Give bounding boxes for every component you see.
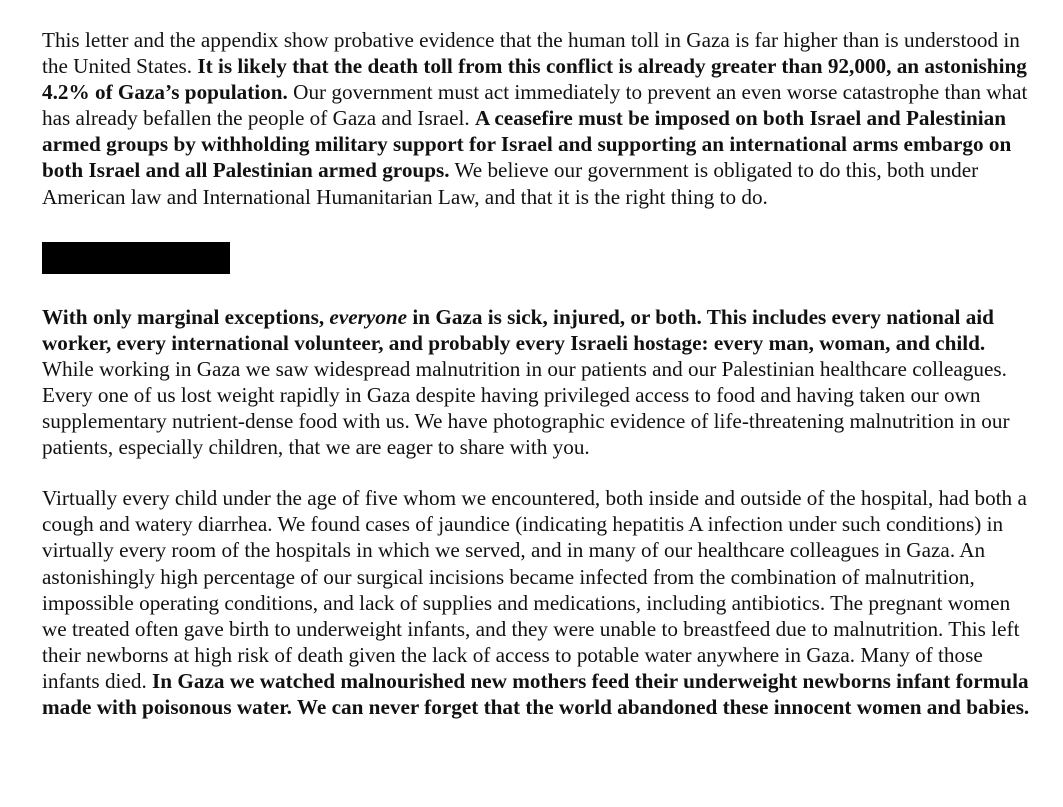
text-everyone-sick-lead: With only marginal exceptions, everyone in Gaza is sick, injured, or both. This includes every national aid worker, every international volunteer, and probably every Israeli hostage: every man, woman, and child. [42,304,994,355]
paragraph-sick-injured [42,304,1032,461]
text-formula-poisonous-water: In Gaza we watched malnourished new mothers feed their underweight newborns infant formula made with poisonous water. We can never forget that the world abandoned these innocent women and babies. [42,668,1030,719]
letter-page [42,27,1032,720]
text-ceasefire-demand: A ceasefire must be imposed on both Israel and Palestinian armed groups by withholding military support for Israel and supporting an international arms embargo on both Israel and all Palestinian armed groups. [42,106,1012,183]
text-disease-details: Virtually every child under the age of five whom we encountered, both inside and outside of the hospital, had both a cough and watery diarrhea. We found cases of jaundice (indicating hepatitis A infection under such conditions) in virtually every room of the hospitals in which we served, and in many of our healthcare colleagues in Gaza. An astonishingly high percentage of our surgical incisions became infected from the combination of malnutrition, impossible operating conditions, and lack of supplies and medications, including antibiotics. The pregnant women we treated often gave birth to underweight infants, and they were unable to breastfeed due to malnutrition. This left their newborns at high risk of death given the lack of access to potable water anywhere in Gaza. Many of those infants died. [42,486,1027,693]
text-death-toll-claim: It is likely that the death toll from this conflict is already greater than 92,000, an astonishing 4.2% of Gaza’s population. [42,54,1027,105]
paragraph-children-disease [42,485,1032,720]
redaction-bar [42,242,230,274]
paragraph-spacer [42,460,1032,485]
text-government-must-act: Our government must act immediately to prevent an even worse catastrophe than what has already befallen the people of Gaza and Israel. [42,80,1028,131]
text-legal-obligation: We believe our government is obligated to do this, both under American law and International Humanitarian Law, and that it is the right thing to do. [42,158,979,209]
text-malnutrition-observations: While working in Gaza we saw widespread malnutrition in our patients and our Palestinian healthcare colleagues. Every one of us lost weight rapidly in Gaza despite having privileged access to food and having taken our own supplementary nutrient-dense food with us. We have photographic evidence of life-threatening malnutrition in our patients, especially children, that we are eager to share with you. [42,356,1010,460]
text-intro: This letter and the appendix show probative evidence that the human toll in Gaza is far higher than is understood in the United States. [42,28,1020,79]
text-everyone-emphasis: everyone [329,304,408,329]
paragraph-evidence-summary [42,27,1032,210]
